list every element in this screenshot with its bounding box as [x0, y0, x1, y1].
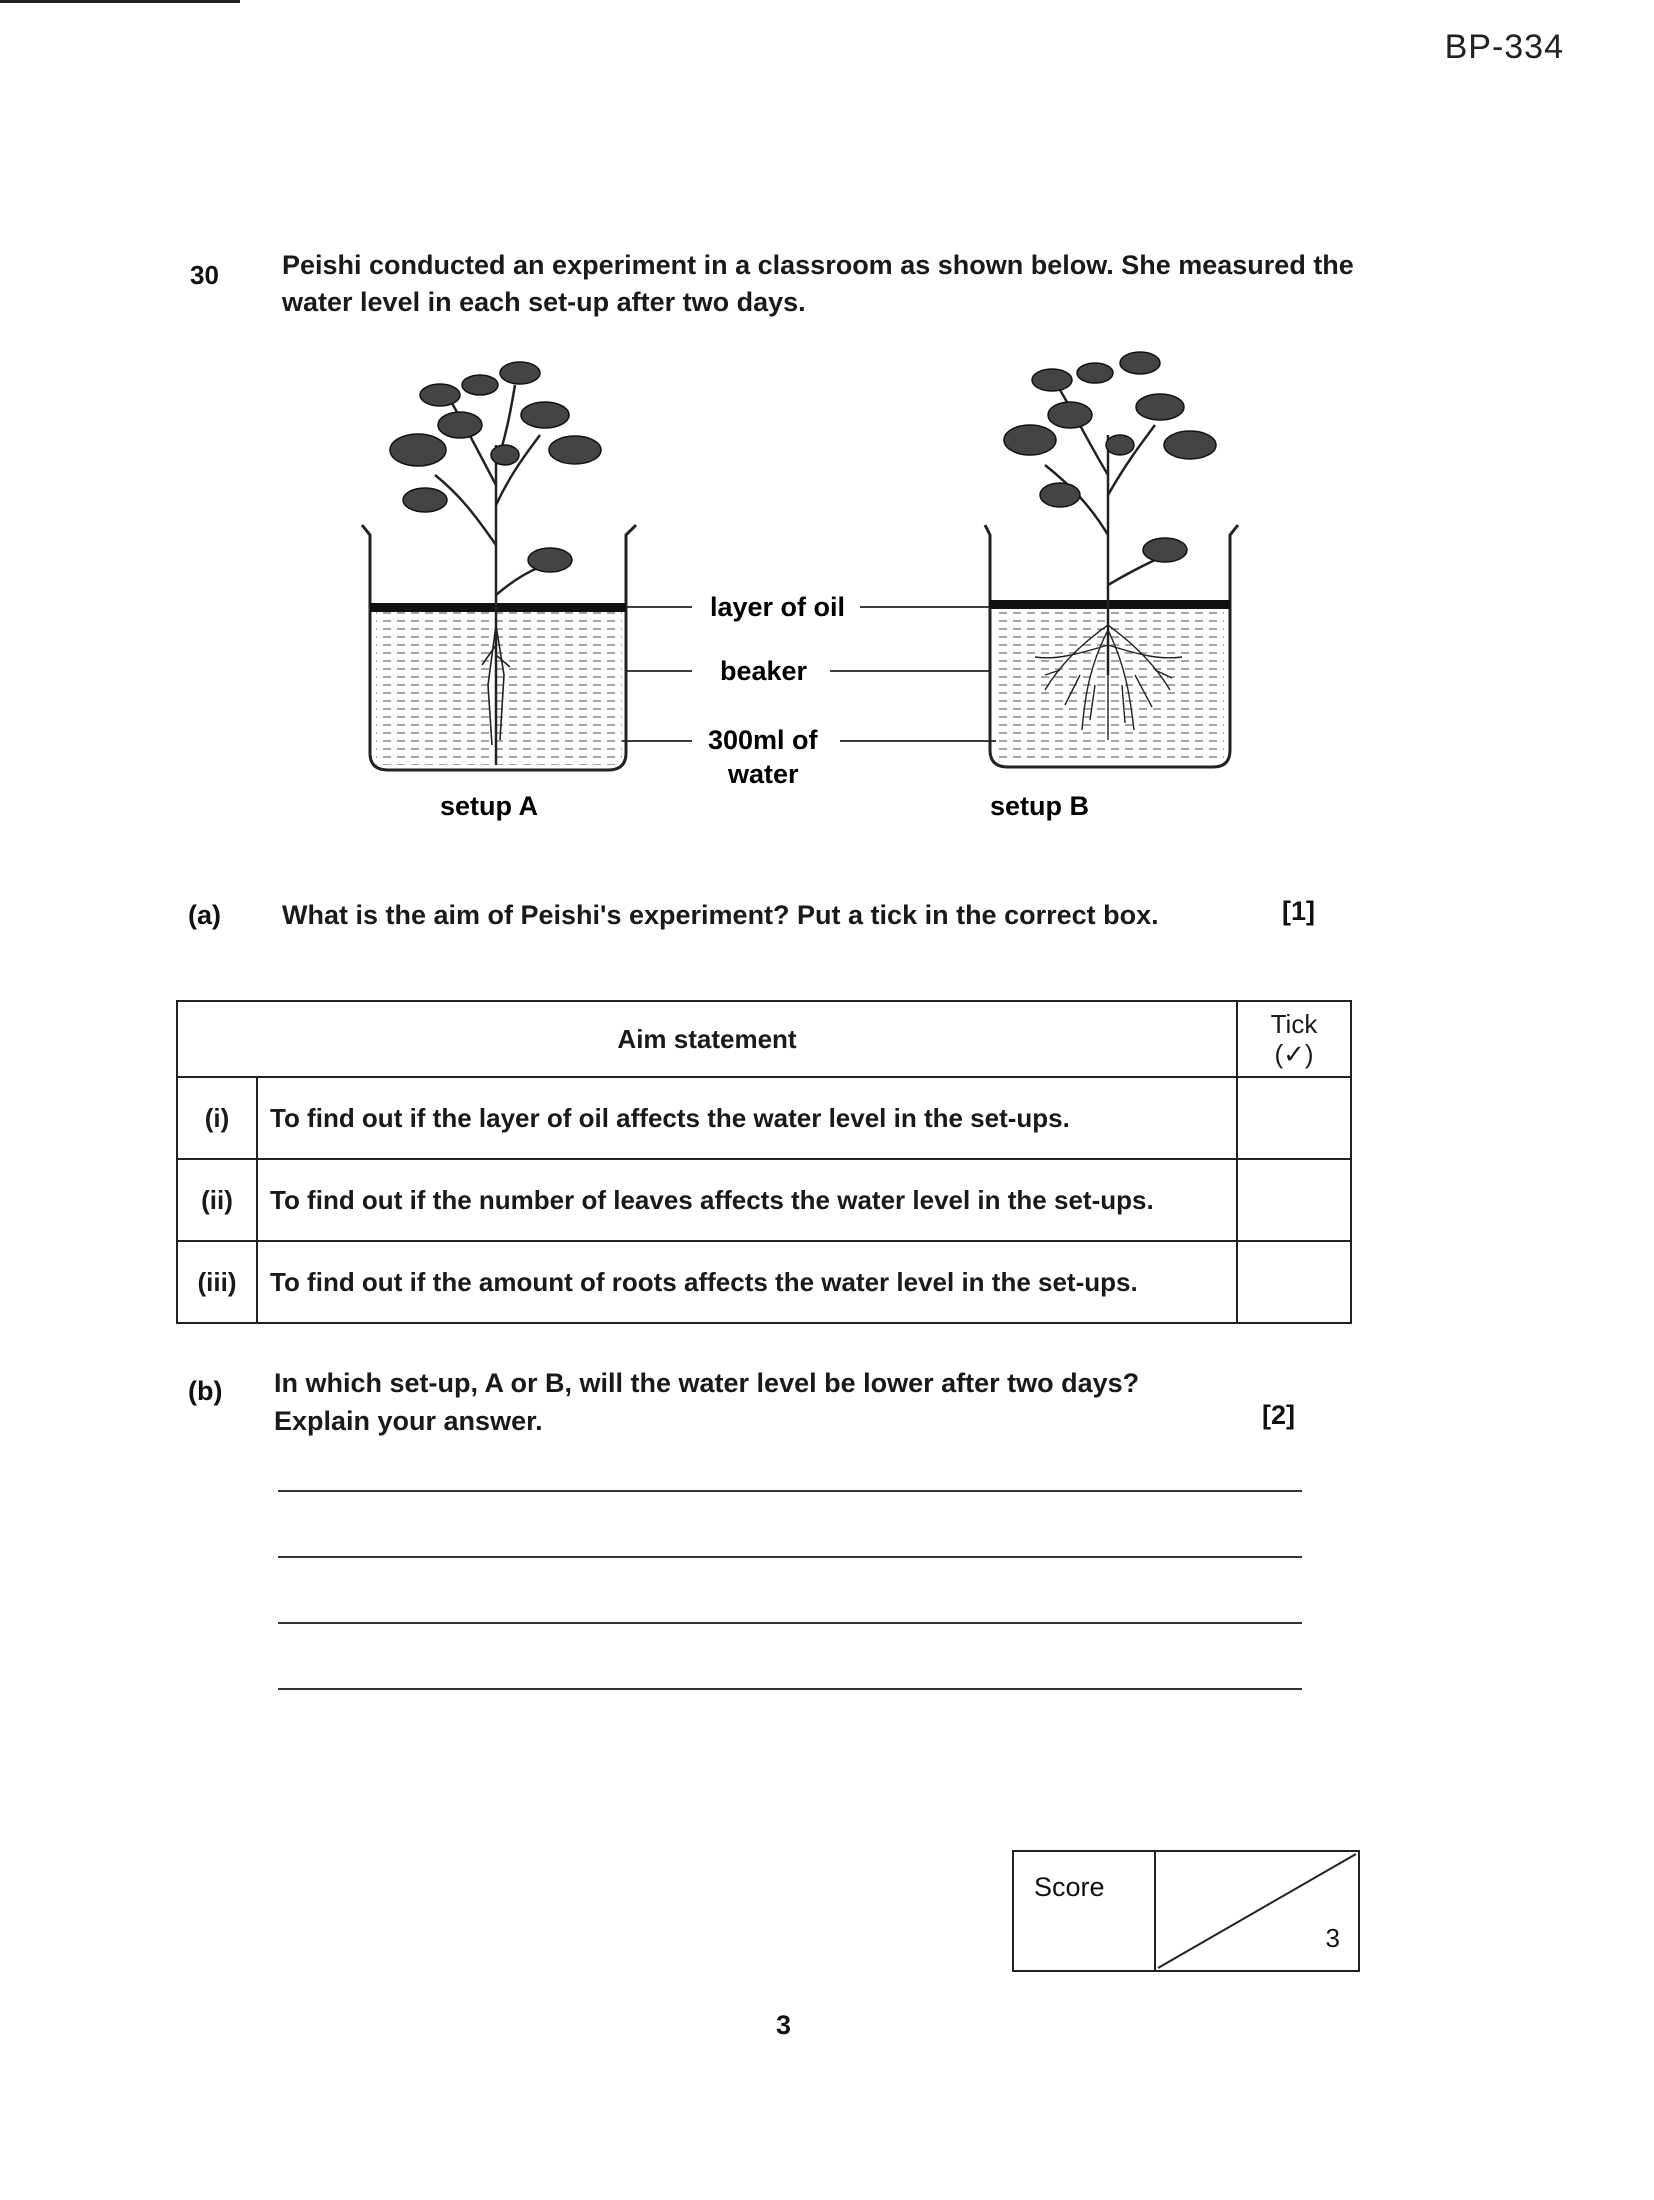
setup-a-oil-layer	[370, 603, 626, 612]
aim-row-number: (ii)	[177, 1159, 257, 1241]
aim-row-iii	[177, 1241, 1351, 1323]
score-max: 3	[1325, 1923, 1340, 1953]
aim-table-header	[177, 1001, 1351, 1077]
label-beaker: beaker	[720, 656, 808, 686]
label-water-line1: 300ml of	[708, 725, 818, 755]
tick-column-header	[1237, 1001, 1351, 1077]
tick-header-line1: Tick	[1270, 1009, 1318, 1039]
label-oil: layer of oil	[710, 592, 846, 622]
aim-row-number: (iii)	[177, 1241, 257, 1323]
aim-row-i	[177, 1077, 1351, 1159]
tick-box-i[interactable]	[1237, 1077, 1351, 1159]
part-b-label: (b)	[188, 1376, 223, 1406]
document-code: BP-334	[1444, 28, 1564, 66]
tick-header-line2: (✓)	[1274, 1039, 1314, 1069]
part-a-label: (a)	[188, 900, 221, 930]
label-water-line2: water	[728, 759, 799, 789]
tick-box-iii[interactable]	[1237, 1241, 1351, 1323]
answer-line-3[interactable]	[278, 1622, 1302, 1624]
aim-statement-header: Aim statement	[177, 1001, 1237, 1077]
question-number: 30	[190, 260, 219, 290]
experiment-figure	[340, 345, 1240, 845]
question-text: Peishi conducted an experiment in a classroom as shown below. She measured the water level in each set-up after two days.	[282, 250, 1354, 317]
tick-box-ii[interactable]	[1237, 1159, 1351, 1241]
label-leader-lines	[622, 607, 996, 741]
aim-row-number: (i)	[177, 1077, 257, 1159]
page-number: 3	[776, 2010, 792, 2040]
part-a-marks: [1]	[1282, 896, 1315, 926]
score-box	[1012, 1850, 1360, 1972]
aim-row-statement: To find out if the layer of oil affects the water level in the set-ups.	[257, 1077, 1237, 1159]
answer-line-2[interactable]	[278, 1556, 1302, 1558]
answer-line-1[interactable]	[278, 1490, 1302, 1492]
part-a-question: What is the aim of Peishi's experiment? Put a tick in the correct box.	[282, 900, 1159, 930]
aim-row-ii	[177, 1159, 1351, 1241]
setup-b-caption: setup B	[990, 791, 1090, 821]
top-rule	[0, 0, 240, 3]
part-b-question-line1: In which set-up, A or B, will the water level be lower after two days?	[274, 1368, 1140, 1398]
aim-row-statement: To find out if the number of leaves affects the water level in the set-ups.	[257, 1159, 1237, 1241]
score-label-cell	[1014, 1852, 1156, 1970]
setup-b-oil-layer	[990, 600, 1230, 609]
answer-line-4[interactable]	[278, 1688, 1302, 1690]
part-b-marks: [2]	[1262, 1400, 1295, 1430]
aim-table	[176, 1000, 1352, 1324]
setup-a-caption: setup A	[440, 791, 539, 821]
aim-row-statement: To find out if the amount of roots affects the water level in the set-ups.	[257, 1241, 1237, 1323]
part-b-question-line2: Explain your answer.	[274, 1406, 543, 1436]
score-label: Score	[1034, 1872, 1105, 1902]
